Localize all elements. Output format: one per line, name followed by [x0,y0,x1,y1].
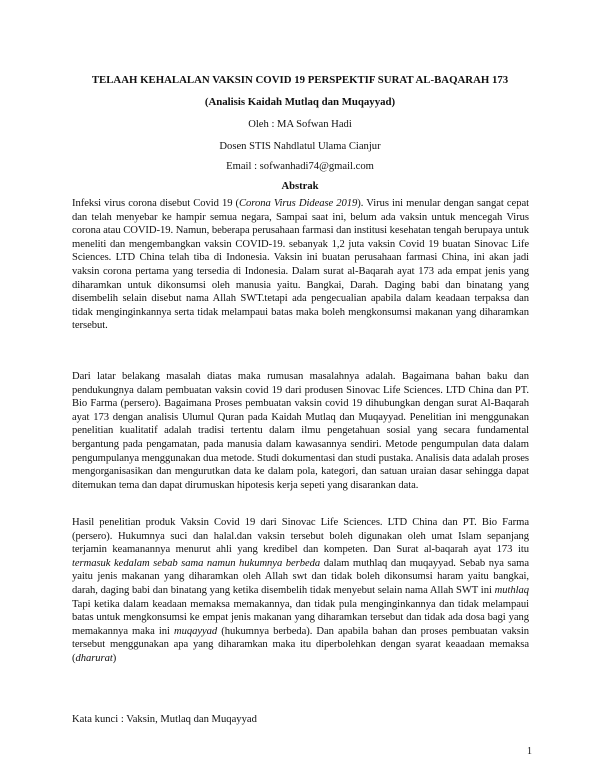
page-number: 1 [527,746,532,757]
paper-title: TELAAH KEHALALAN VAKSIN COVID 19 PERSPEKTIF SURAT AL-BAQARAH 173 [91,74,509,86]
abstract-paragraph-2: Dari latar belakang masalah diatas maka rumusan masalahnya adalah. Bagaimana bahan baku dan pendukungnya dalam pembuatan vaksin covid 19 dari produsen Sinovac Life Sciences. LTD China dan PT. Bio Farma (persero). Bagaimana Proses pembuatan vaksin covid 19 dihubungkan dengan surat Al-Baqarah ayat 173 dengan analisis Ulumul Quran pada Kaidah Mutlaq dan Muqayyad. Penelitian ini menggunakan penelitian kualitatif adalah tradisi tertentu dalam ilmu pengetahuan sosial yang secara fundamental bergantung pada pengamatan, pada manusia dalam kawasannya sendiri. Metode pengumpulan data dalam pengumpulanya menggunakan dua metode. Studi dokumentasi dan studi pustaka. Analisis data adalah proses mengorganisasikan dan mengurutkan data ke dalam pola, kategori, dan satuan uraian dasar sehingga dapat ditemukan tema dan dapat dirumuskan hipotesis kerja sepeti yang disarankan data. [72,371,529,491]
p1-text-c: ). Virus ini menular dengan sangat cepat dan telah menyebar ke hampir semua negara, Sampai saat ini, belum ada vaksin untuk mencegah Virus corona atau COVID-19. Namun, beberapa perusahaan farmasi dan institusi kesehatan tengah berupaya untuk meneliti dan mengembangkan vaksin COVID-19. sebanyak 1,2 juta vaksin Covid 19 buatan Sinovac Life Sciences. LTD China telah tiba di Indonesia. Vaksin ini buatan perusahaan farmasi China, ini akan jadi vaksin corona pertama yang tersedia di Indonesia. Dalam surat al-Baqarah ayat 173 ada empat jenis yang diharamkan untuk dikonsumsi oleh manusia yaitu. Bangkai, Darah. Daging babi dan binatang yang disembelih selain disebut nama Allah SWT.tetapi ada pengecualian apabila dalam keadaan terpaksa dan tidak menginginkannya serta tidak melampaui batas maka boleh mengkonsumsi makanan yang diharamkan tersebut. [72,198,529,332]
p3-text-a: Hasil penelitian produk Vaksin Covid 19 dari Sinovac Life Sciences. LTD China dan PT. Bio Farma (persero). Hukumnya suci dan halal.dan vaksin tersebut boleh digunakan oleh umat Islam sepanjang terjamin keamanannya menurut ahli yang kredibel dan kompeten. Dan Surat al-baqarah ayat 173 itu [72,517,529,556]
p3-italic-phrase: termasuk kedalam sebab sama namun hukumnya berbeda [72,557,321,569]
p1-text-a: Infeksi virus corona disebut Covid 19 ( [72,198,240,209]
paper-subtitle: (Analisis Kaidah Mutlaq dan Muqayyad) [204,96,396,108]
p3-text-e: Tapi ketika dalam keadaan memaksa memakannya, dan tidak pula menginginkannya dan tidak melampaui batas untuk mengkonsumsi ke empat jenis makanan yang diharamkan tersebut dan tidak ada dosa bagi yang memakannya maka ini [72,598,529,637]
author-line: Oleh : MA Sofwan Hadi [248,119,352,130]
p3-italic-muthlaq: muthlaq [494,584,529,596]
p3-italic-dharurat: dharurat [75,652,113,664]
abstract-paragraph-3 [72,516,529,666]
p1-italic-term: Corona Virus Didease 2019 [239,198,358,209]
abstract-heading: Abstrak [281,181,319,192]
p3-italic-muqayyad: muqayyad [174,625,218,637]
p3-text-c: dalam muthlaq dan muqayyad. Sebab nya sama yaitu jenis makanan yang diharamkan oleh Allah swt dan tidak boleh dikonsumsi haram yaitu bangkai, darah, daging babi dan binatang yang ketika disembelih tidak menyebut selain nama Allah SWT ini [72,557,529,596]
p3-text-g: (hukumnya berbeda). Dan apabila bahan dan proses pembuatan vaksin tersebut menggunakan apa yang diharamkan maka itu diperbolehkan dengan syarat keaadaan memaksa ( [72,625,529,664]
email-line: Email : sofwanhadi74@gmail.com [226,161,374,172]
affiliation-line: Dosen STIS Nahdlatul Ulama Cianjur [219,141,381,152]
keywords-line: Kata kunci : Vaksin, Mutlaq dan Muqayyad [72,714,257,725]
abstract-paragraph-1 [72,197,529,333]
p3-text-i: ) [112,652,117,664]
